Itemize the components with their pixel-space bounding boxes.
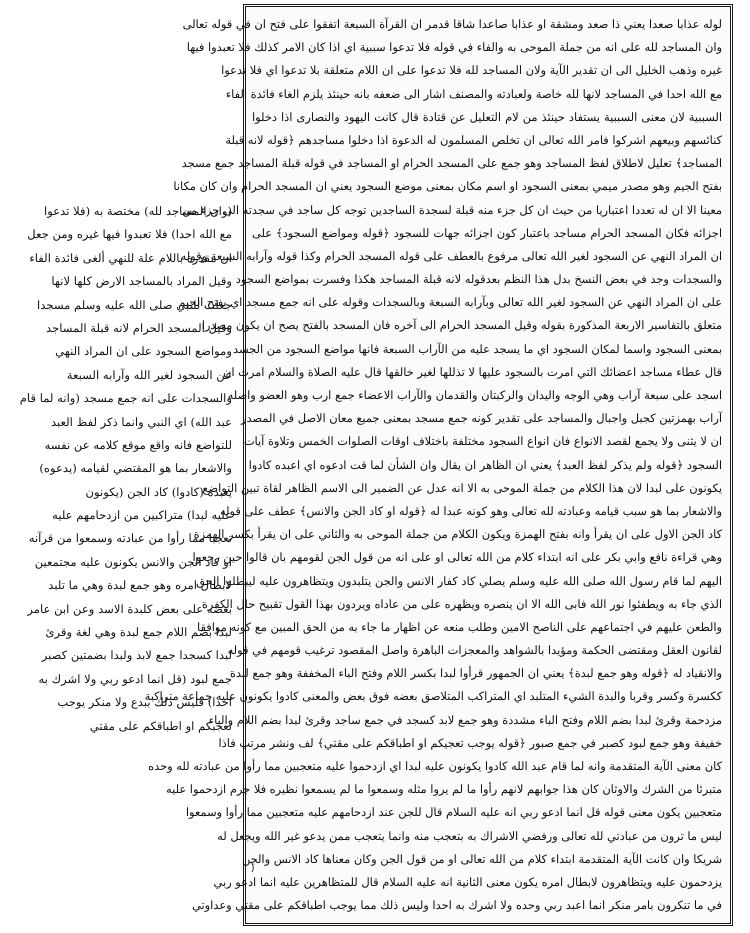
margin-note-line: للتواضع فانه واقع موقع كلامه عن نفسه (44, 437, 232, 452)
main-text-line: كان معنى الآية المتقدمة وانه لما قام عبد الله كادوا يكونون عليه لبدا اي ازدحموا عليه متعجبين مما رأوا من عبادته لله وحده (148, 759, 722, 773)
main-text-line: مزدحمة وقرئ لبدا بضم اللام وفتح الباء مشددة وهو جمع لابد كسجد في جمع ساجد وقرئ لبدا بضم اللام والباء (208, 712, 722, 727)
margin-note-line: جعلت للنبي صلى الله عليه وسلم مسجدا (37, 297, 232, 312)
main-text-line: غيره وذهب الخليل الى ان تقدير الآية ولان المساجد لله فلا تدعوا على ان اللام متعلقة بلا تدعوا اي فلا تدعوا (221, 63, 722, 78)
margin-note-line: يعبده (كادوا) كاد الجن (يكونون (85, 484, 232, 499)
margin-note-line: بعضه على بعض كلبدة الاسد وعن ابن عامر (27, 601, 232, 616)
margin-note-line: لبدا كسجدا جمع لابد ولبدا بضمتين كصبر (41, 648, 232, 663)
margin-note-line: عليه لبدا) متراكبين من ازدحامهم عليه (52, 508, 232, 523)
main-text-line: والسجدات وجد في بعض النسخ بدل هذا النظم بعدقوله لانه قبلة المساجد هكذا وفسرت بمواضع السجود (235, 272, 722, 287)
main-text-line: المساجد﴾ تعليل لاطلاق لفظ المساجد وهو جمع على المسجد الحرام او المساجد في قوله قبلة المساجد جمع مسجد (181, 156, 722, 171)
margin-note-line: (وان المساجد لله) مختصة به (فلا تدعوا (44, 204, 232, 218)
main-text-line: وان المساجد لله على انه من جملة الموحى به والفاء في قوله فلا تدعوا سببية اي اذا كان الامر كذلك فلا تعبدوا فيها (186, 40, 722, 55)
main-text-line: في ما تنكرون بامر منكر انما اعبد ربي وحده ولا اشرك به احدا وليس ذلك مما يوجب اطباقكم على مقتي وعداوتي (192, 898, 722, 913)
margin-note-line: تعجبكم او اطباقكم على مقتي (89, 718, 232, 733)
main-text-line: متبرئا من الشرك والاوثان كان هذا جوابهم لانهم رأوا ما لم يروا مثله وسمعوا ما لم يسمعوا نظيره فلا جرم ازدحموا عليه (166, 782, 722, 797)
main-text-line: اليهم لما قام رسول الله صلى الله عليه وسلم يصلي كاد كفار الانس والجن يتلبدون ويتظاهرون عليه ليبطلوا الحق (195, 573, 722, 588)
margin-note-line: ومواضع السجود على ان المراد النهي (55, 344, 232, 359)
main-text-line: يكونون على لبدا لان هذا الكلام من جملة الموحى به الا انه عدل عن الضمير الى الاسم الظاهر لقاة تبين التواضع (202, 480, 722, 495)
main-text-line: يزدحمون عليه ويتظاهرون لابطال امره يكون معنى الثانية انه عليه السلام قال للمتظاهرين عليه انما ادعو ربي (213, 874, 722, 889)
margin-note-line: والاشعار بما هو المقتضي لقيامه (يدعوه) (39, 461, 232, 476)
main-text-line: متعجبين يكون معنى قوله قل انما ادعو ربي انه عليه السلام قال للجن عند ازدحامهم عليه متعجبين مما رأوا وسمعوا (185, 805, 722, 820)
main-text-line: ككسرة وكسر وقربا والبدة الشيء المتلبد اي المتراكب المتلاصق بعضه فوق بعض والمعنى كادوا يكونون عليه جماعة متراكبة (144, 689, 722, 704)
main-text-line: والطعن عليهم في اجتماعهم على الناصح الامين وطلب منعه عن اظهار ما جاء به من الحق المبين مع كونه موافقا (197, 619, 722, 634)
main-text-line: بفتح الجيم وهو مصدر ميمي بمعنى السجود او اسم مكان بمعنى موضع السجود يعني ان المسجد الحرام وان كان مكانا (173, 179, 722, 194)
margin-note-line: لابطال امره وهو جمع لبدة وهي ما تلبد (48, 578, 232, 593)
main-text-line: بمعنى السجود واسما لمكان السجود اي ما يسجد عليه من الآراب السبعة فانها مواضع السجود من الجسد (232, 341, 722, 356)
main-text-line: لقانون العقل ومقتضى الحكمة ومؤيدا بالشواهد والمعجزات الباهرة واصل المقصود ترغيب قومهم في قوله (227, 643, 722, 658)
margin-note-line: جمع لبود (قل انما ادعو ربي ولا اشرك به (38, 671, 232, 686)
margin-note-line: او كاد الجن والانس يكونون عليه مجتمعين (34, 554, 232, 569)
main-text-line: شريكا وان كانت الآية المتقدمة ابتداء كلام من الله تعالى او من قول الجن وكان معناها كاد الانس والجن (241, 851, 722, 866)
margin-note-line: وقيل المراد بالمساجد الارض كلها لانها (51, 274, 232, 289)
main-text-line: السببية لان معنى السببية يستفاد حينئذ من لام التعليل عن قتادة قال كانت اليهود والنصارى اذا دخلوا (252, 109, 722, 124)
main-text-line: كنائسهم وبيعهم اشركوا فامر الله تعالى ان تخلص المسلمون له الدعوة اذا دخلوا مساجدهم ﴿قوله لانه قبلة (225, 132, 722, 147)
main-text-line: لوله عذابا صعدا يعني ذا صعد ومشقة او عذابا صاعدا شاقا قدمر ان القرآة السبعة اتفقوا على فتح ان في قوله تعالى (182, 17, 722, 31)
main-text-line: خفيفة وهو جمع لبود كصبر في جمع صبور ﴿قوله يوجب تعجيكم او اطباقكم على مقتي﴾ لف ونشر مرتب فاذا (218, 735, 722, 750)
main-text-line: ليس ما ترون من عبادتي لله تعالى ورفضي الاشراك به بتعجب منه وانما يتعجب ممن يدعو غير الله ويجعل له (217, 828, 722, 843)
margin-note-line: احدا) فليس ذلك ببدع ولا منكر يوجب (57, 695, 232, 710)
main-text-line: ان لا يثنى ولا يجمع لقصد الانواع فان انواع السجود مختلفة باختلاف اوقات الصلوات الخمس وتلاوة آيات (243, 434, 722, 449)
margin-note-line: والسجدات على انه جمع مسجد (وانه لما قام (19, 391, 232, 406)
ink-mark-icon (248, 860, 262, 874)
main-text-line: والانقياد له ﴿قوله وهو جمع لبدة﴾ يعني ان الجمهور قرأوا لبدا بكسر اللام وفتح الباء المخففة وهو جمع لبدة (229, 666, 722, 681)
main-text-line: كاد الجن الاول على ان يقرأ وانه بفتح الهمزة ويكون الكلام من جملة الموحى به والثاني على ان يقرأ بكسر الهمزة (193, 527, 722, 542)
main-text-line: السجود ﴿قوله ولم يذكر لفظ العبد﴾ يعني ان الظاهر ان يقال وان الشأن لما قت ادعوه اي اعبده كادوا (248, 457, 722, 472)
main-text-line: اجزائه فكان المسجد الحرام مساجد باعتبار كون اجزائه جهات للسجود ﴿قوله ومواضع السجود﴾ على (252, 225, 722, 240)
main-text-line: قال عطاء مساجد اعضائك التي امرت بالسجود عليها لا تذللها لغير خالقها قال عليه الصلاة والسلام امرت ان (223, 364, 722, 379)
main-text-line: مع الله احدا في المساجد لانها لله خاصة ولعبادته والمصنف اشار الى ضعفه بانه حينئذ يلزم الغاء فائدة الفاء (225, 86, 722, 101)
main-text-line: اسجد على سبعة آراب وهي الوجه واليدان والركبتان والقدمان والآراب الاعضاء جمع ارب وهو العضو واصله (227, 388, 722, 402)
main-text-line: متعلق بالتفاسير الاربعة المذكورة بقوله وقيل المسجد الحرام الى آخره فان المسجد بالفتح يصح ان يكون مصدرا (201, 318, 722, 333)
margin-note-line: مع الله احدا) فلا تعبدوا فيها غيره ومن جعل (27, 227, 232, 242)
margin-note-line: تعجبا مما رأوا من عبادته وسمعوا من قرآنه (28, 531, 232, 546)
main-text-line: آراب بهمزتين كجبل واجبال والمساجد على تقدير كونه جمع مسجد بمعنى جميع معان الاصل في المصدر (240, 411, 722, 426)
main-text-line: وهي قراءة نافع وابي بكر على انه ابتداء كلام من الله تعالى او على انه من قول الجن لقومهم بان قالوا حين رجعوا (192, 550, 722, 565)
margin-note-line: لبدا بضم اللام جمع لبدة وهي لغة وقرئ (45, 625, 232, 640)
margin-note-line: وقيل المسجد الحرام لانه قبلة المساجد (46, 320, 232, 335)
main-text-line: الذي جاء به ويطفئوا نور الله فابى الله الا ان ينصره ويظهره على من عاداه ويردون بهذا القول تقبيح حال الكفرة (201, 596, 722, 611)
margin-note-line: عن السجود لغير الله وآرابه السبعة (66, 367, 232, 382)
margin-note-line: ان مقدرة باللام علة للنهي ألغى فائدة الفاء (29, 250, 232, 265)
main-text-line: ان المراد النهي عن السجود لغير الله تعالى مرفوع بالعطف على قوله المسجد الحرام وكذا قوله وآرابه السبعة وقوله (180, 248, 722, 263)
main-text-line: معينا الا ان له تعددا اعتباريا من حيث ان كل جزء منه قبلة لسجدة الساجدين توجه كل ساجد في سجدته الى جزء من (182, 202, 722, 217)
margin-note-line: عبد الله) اي النبي وانما ذكر لفظ العبد (50, 414, 232, 429)
main-text-line: على ان المراد النهي عن السجود لغير الله تعالى وبآرابه السبعة وبالسجدات وقوله على انه جمع مسجد اي بفتح الجيم (178, 295, 722, 310)
main-text-line: والاشعار بما هو سبب قيامه وعبادته لله تعالى وهو كونه عبدا له ﴿قوله او كاد الجن والانس﴾ عطف على قوله (219, 503, 722, 518)
marginal-commentary (19, 200, 232, 738)
